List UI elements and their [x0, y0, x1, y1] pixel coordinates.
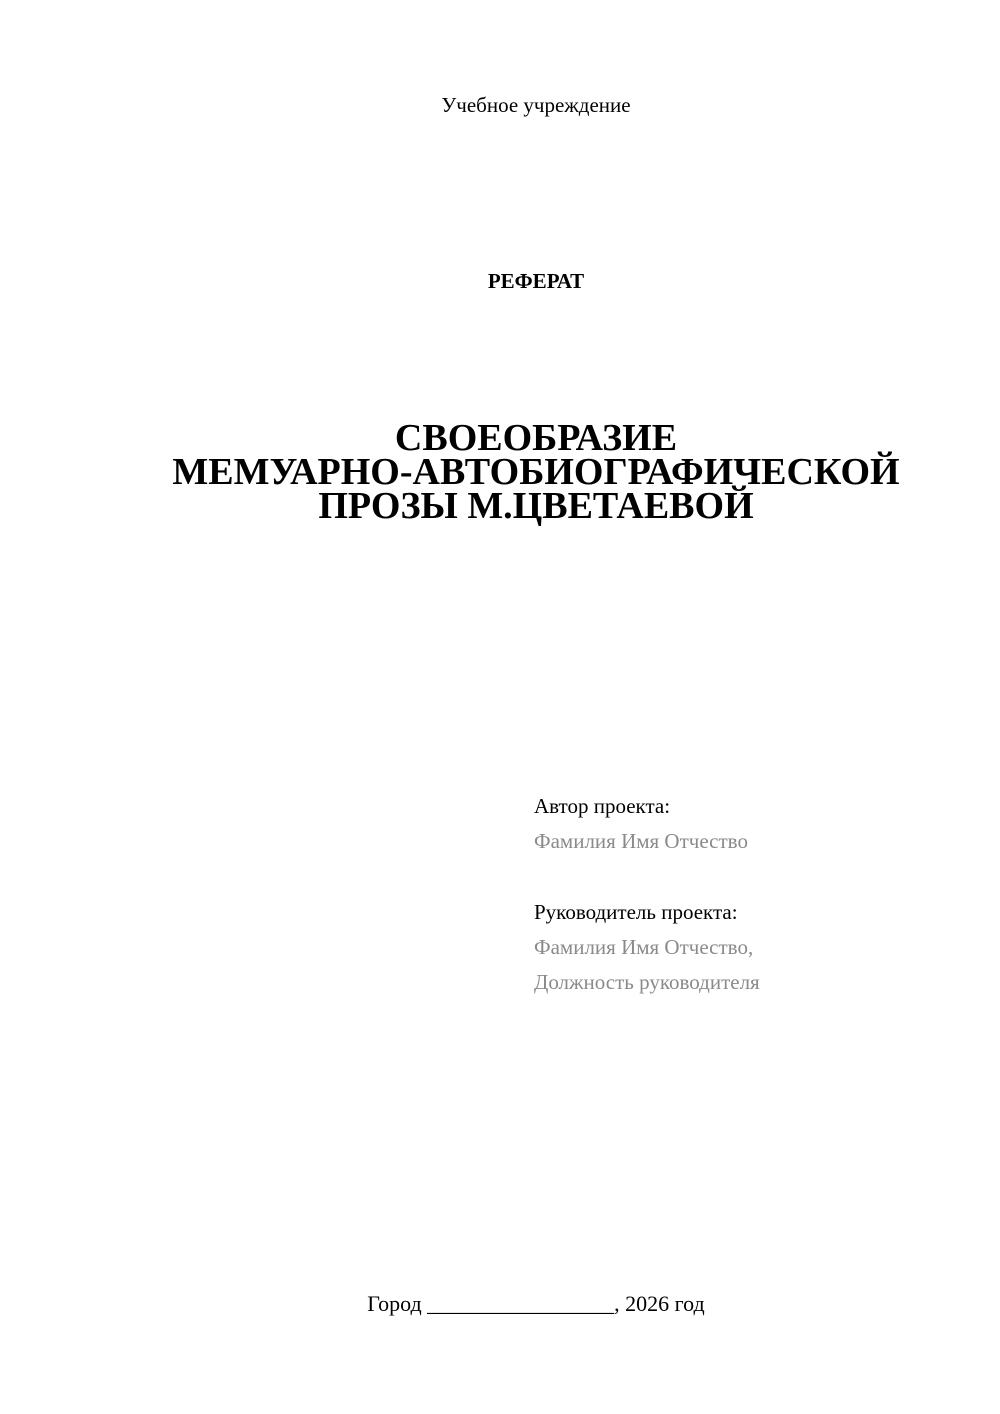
supervisor-position: Должность руководителя — [534, 970, 760, 994]
document-type: РЕФЕРАТ — [487, 269, 585, 293]
supervisor-label: Руководитель проекта: — [534, 900, 738, 924]
document-title — [0, 417, 1000, 527]
supervisor-name: Фамилия Имя Отчество, — [534, 935, 754, 959]
credits-spacer — [534, 859, 974, 895]
author-label: Автор проекта: — [534, 794, 671, 818]
title-line-2: МЕМУАРНО-АВТОБИОГРАФИЧЕСКОЙ — [172, 451, 900, 493]
credits-block — [534, 789, 974, 1000]
institution-name: Учебное учреждение — [441, 93, 631, 117]
title-line-1: СВОЕОБРАЗИЕ — [394, 417, 678, 459]
title-line-3: ПРОЗЫ М.ЦВЕТАЕВОЙ — [318, 485, 754, 527]
author-name: Фамилия Имя Отчество — [534, 829, 748, 853]
city-year-line: Город _________________, 2026 год — [367, 1291, 705, 1316]
